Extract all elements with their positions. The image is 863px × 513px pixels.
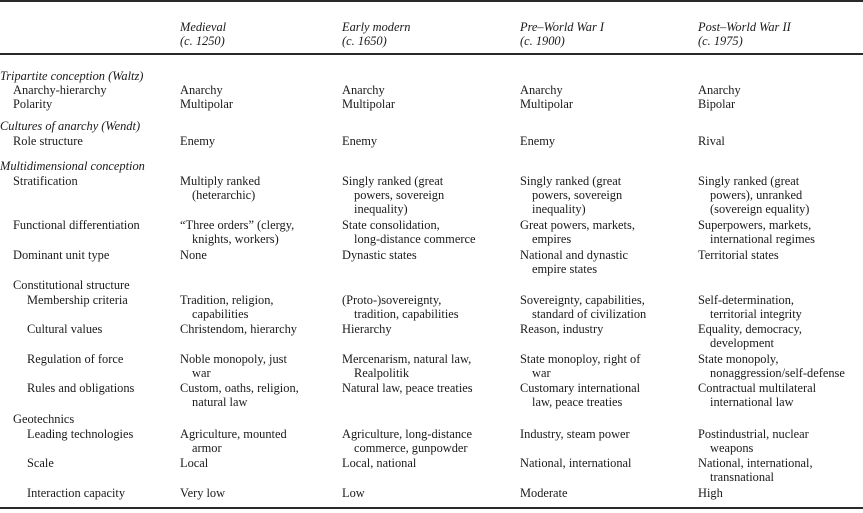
cell-line: Noble monopoly, just (180, 352, 287, 366)
cell-pre-wwi (520, 352, 640, 380)
cell-line: Sovereignty, capabilities, (520, 293, 645, 307)
cell-pre-wwi (520, 293, 646, 321)
cell-line: National, international, (698, 456, 813, 470)
cell-early-modern: Local, national (342, 456, 417, 470)
row-label: Polarity (13, 97, 53, 111)
cell-medieval (180, 381, 299, 409)
cell-line: weapons (710, 441, 754, 455)
cell-line: Agriculture, long-distance (342, 427, 473, 441)
cell-line: nonaggression/self-defense (710, 366, 845, 380)
column-title: Medieval (180, 20, 227, 34)
cell-line: State monoploy, right of (520, 352, 641, 366)
cell-line: war (532, 366, 551, 380)
cell-early-modern (342, 427, 472, 455)
cell-line: Singly ranked (great (342, 174, 444, 188)
cell-line: territorial integrity (710, 307, 802, 321)
cell-line: natural law (192, 395, 248, 409)
row-label: Cultural values (27, 322, 103, 336)
cell-medieval: Multipolar (180, 97, 233, 111)
cell-medieval (180, 293, 274, 321)
cell-line: transnational (710, 470, 774, 484)
cell-line: empire states (532, 262, 598, 276)
row-label: Functional differentiation (13, 218, 140, 232)
row-label: Stratification (13, 174, 78, 188)
column-period: (c. 1250) (180, 34, 225, 48)
cell-medieval: Local (180, 456, 209, 470)
cell-post-wwii: High (698, 486, 723, 500)
row-label: Anarchy-hierarchy (13, 83, 107, 97)
cell-pre-wwi: Anarchy (520, 83, 563, 97)
row-label: Scale (27, 456, 54, 470)
cell-early-modern (342, 293, 459, 321)
cell-post-wwii: Anarchy (698, 83, 741, 97)
cell-post-wwii (698, 456, 813, 484)
cell-post-wwii (698, 174, 809, 216)
cell-line: State consolidation, (342, 218, 440, 232)
cell-line: Self-determination, (698, 293, 794, 307)
section-label: Cultures of anarchy (Wendt) (0, 119, 141, 133)
cell-pre-wwi (520, 248, 628, 276)
column-title: Post–World War II (698, 20, 791, 34)
row-label: Regulation of force (27, 352, 124, 366)
cell-line: capabilities (192, 307, 249, 321)
column-period: (c. 1650) (342, 34, 387, 48)
cell-line: National and dynastic (520, 248, 629, 262)
cell-early-modern (342, 352, 471, 380)
subsection-label: Geotechnics (13, 412, 75, 426)
cell-pre-wwi: National, international (520, 456, 632, 470)
subsection-label: Constitutional structure (13, 278, 130, 292)
cell-post-wwii: Bipolar (698, 97, 736, 111)
cell-medieval (180, 218, 294, 246)
cell-post-wwii (698, 381, 816, 409)
cell-line: development (710, 336, 774, 350)
cell-line: standard of civilization (532, 307, 647, 321)
row-label: Membership criteria (27, 293, 128, 307)
cell-post-wwii (698, 293, 802, 321)
column-period: (c. 1900) (520, 34, 565, 48)
cell-post-wwii (698, 427, 809, 455)
column-period: (c. 1975) (698, 34, 743, 48)
section-label: Tripartite conception (Waltz) (0, 69, 144, 83)
cell-line: (sovereign equality) (710, 202, 810, 216)
cell-line: Equality, democracy, (698, 322, 803, 336)
cell-early-modern: Dynastic states (342, 248, 417, 262)
cell-line: long-distance commerce (354, 232, 476, 246)
column-header-post-wwii (698, 20, 791, 48)
cell-line: “Three orders” (clergy, (180, 218, 295, 232)
cell-pre-wwi (520, 381, 640, 409)
cell-line: knights, workers) (192, 232, 279, 246)
cell-line: inequality) (532, 202, 586, 216)
cell-pre-wwi: Multipolar (520, 97, 573, 111)
cell-line: Great powers, markets, (520, 218, 635, 232)
cell-early-modern (342, 218, 475, 246)
cell-line: Tradition, religion, (180, 293, 274, 307)
row-label: Role structure (13, 134, 83, 148)
section-label: Multidimensional conception (0, 159, 145, 173)
cell-line: Contractual multilateral (698, 381, 817, 395)
cell-post-wwii (698, 352, 845, 380)
row-label: Dominant unit type (13, 248, 110, 262)
cell-line: powers), unranked (710, 188, 803, 202)
top-rule (0, 0, 863, 2)
cell-early-modern: Anarchy (342, 83, 385, 97)
cell-early-modern: Enemy (342, 134, 378, 148)
cell-medieval: Christendom, hierarchy (180, 322, 297, 336)
column-title: Early modern (342, 20, 411, 34)
row-label: Leading technologies (27, 427, 134, 441)
cell-line: Superpowers, markets, (698, 218, 812, 232)
cell-early-modern: Multipolar (342, 97, 395, 111)
row-label: Interaction capacity (27, 486, 126, 500)
cell-line: Postindustrial, nuclear (698, 427, 809, 441)
cell-pre-wwi: Enemy (520, 134, 556, 148)
cell-pre-wwi: Reason, industry (520, 322, 604, 336)
cell-medieval (180, 174, 260, 202)
cell-line: international law (710, 395, 794, 409)
cell-post-wwii: Rival (698, 134, 725, 148)
cell-line: law, peace treaties (532, 395, 623, 409)
cell-line: tradition, capabilities (354, 307, 459, 321)
cell-line: Singly ranked (great (698, 174, 800, 188)
cell-line: international regimes (710, 232, 815, 246)
cell-medieval (180, 352, 287, 380)
cell-line: Agriculture, mounted (180, 427, 287, 441)
column-title: Pre–World War I (520, 20, 604, 34)
cell-line: Mercenarism, natural law, (342, 352, 472, 366)
cell-pre-wwi: Industry, steam power (520, 427, 630, 441)
cell-medieval: Very low (180, 486, 226, 500)
cell-medieval: None (180, 248, 207, 262)
cell-early-modern: Low (342, 486, 365, 500)
cell-line: powers, sovereign (532, 188, 623, 202)
cell-pre-wwi (520, 218, 635, 246)
cell-line: (heterarchic) (192, 188, 256, 202)
cell-line: commerce, gunpowder (354, 441, 468, 455)
cell-line: war (192, 366, 211, 380)
header-rule (0, 53, 863, 55)
bottom-rule (0, 507, 863, 509)
cell-pre-wwi (520, 174, 622, 216)
cell-line: armor (192, 441, 222, 455)
cell-post-wwii (698, 322, 802, 350)
cell-pre-wwi: Moderate (520, 486, 568, 500)
cell-line: Multiply ranked (180, 174, 261, 188)
cell-early-modern: Natural law, peace treaties (342, 381, 473, 395)
cell-medieval: Anarchy (180, 83, 223, 97)
cell-line: empires (532, 232, 572, 246)
column-header-medieval (180, 20, 226, 48)
cell-line: Customary international (520, 381, 641, 395)
cell-early-modern: Hierarchy (342, 322, 392, 336)
cell-line: Custom, oaths, religion, (180, 381, 299, 395)
cell-line: State monopoly, (698, 352, 779, 366)
cell-line: (Proto-)sovereignty, (342, 293, 442, 307)
cell-line: inequality) (354, 202, 408, 216)
cell-line: Singly ranked (great (520, 174, 622, 188)
cell-early-modern (342, 174, 444, 216)
column-header-pre-wwi (520, 20, 604, 48)
cell-line: Realpolitik (354, 366, 410, 380)
row-label: Rules and obligations (27, 381, 135, 395)
cell-post-wwii: Territorial states (698, 248, 779, 262)
cell-post-wwii (698, 218, 815, 246)
cell-medieval (180, 427, 287, 455)
cell-medieval: Enemy (180, 134, 216, 148)
cell-line: powers, sovereign (354, 188, 445, 202)
column-header-early-modern (342, 20, 410, 48)
